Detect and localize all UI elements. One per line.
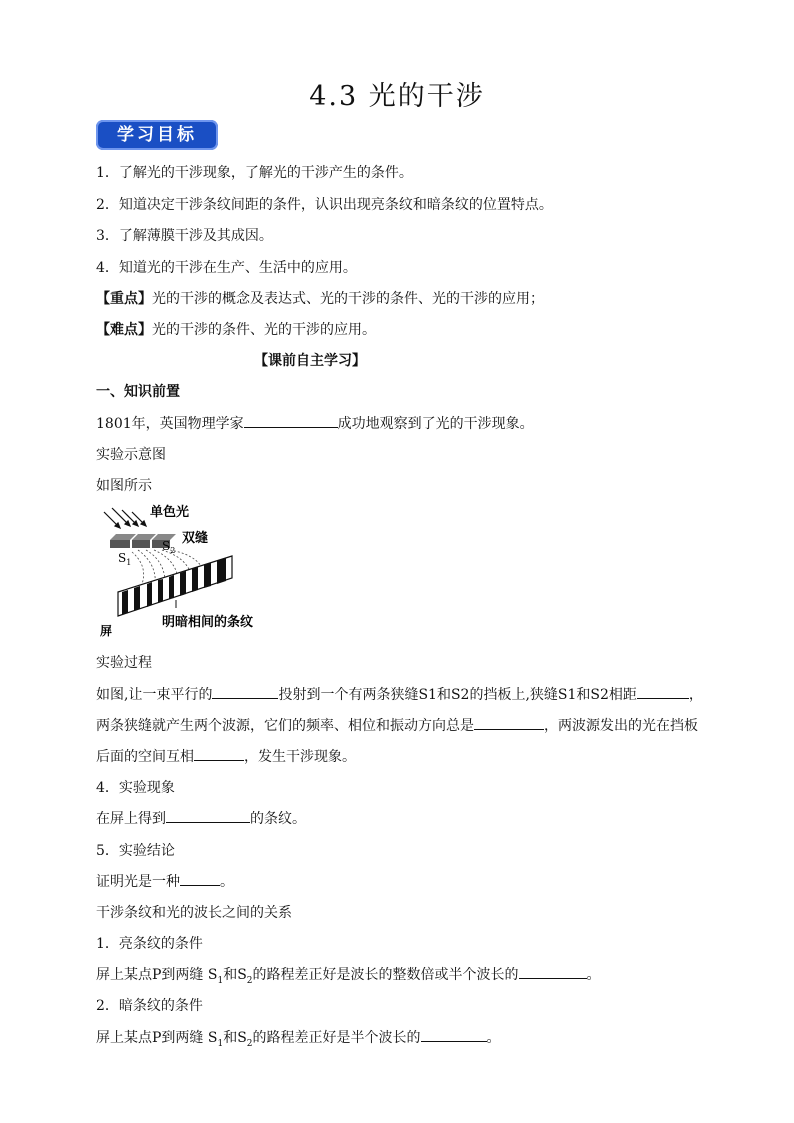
history-sentence <box>96 413 534 433</box>
relation-heading: 干涉条纹和光的波长之间的关系 <box>96 905 292 921</box>
section-heading: 【课前自主学习】 <box>254 353 366 369</box>
blank <box>519 964 587 979</box>
blank <box>421 1027 487 1042</box>
key-point-label: 【重点】 <box>96 291 152 307</box>
difficult-point <box>96 319 376 339</box>
fringes-label: 明暗相间的条纹 <box>162 615 254 630</box>
blank <box>166 808 250 823</box>
key-point-text: 光的干涉的概念及表达式、光的干涉的条件、光的干涉的应用； <box>152 291 544 307</box>
s1-label: $S_1$ <box>118 551 132 567</box>
screen-fringes <box>118 556 232 616</box>
as-shown-text: 如图所示 <box>96 478 152 494</box>
difficult-point-text: 光的干涉的条件、光的干涉的应用。 <box>152 322 376 338</box>
phenomenon-heading: 4．实验现象 <box>96 780 175 796</box>
learning-goals-badge: 学习目标 <box>96 120 218 150</box>
bright-heading: 1．亮条纹的条件 <box>96 936 203 952</box>
double-slit-figure <box>98 500 273 640</box>
process-line-2: 两条狭缝就产生两个波源，它们的频率、相位和振动方向总是 ，两波源发出的光在挡板 <box>96 715 698 735</box>
goal-item: 3．了解薄膜干涉及其成因。 <box>96 228 273 244</box>
blank <box>244 413 338 428</box>
s2-label: $S_2$ <box>162 539 176 555</box>
light-arrows-icon <box>104 508 146 528</box>
key-point <box>96 288 544 308</box>
diagram-caption: 实验示意图 <box>96 447 166 463</box>
slits-label: 双缝 <box>182 531 209 546</box>
blank <box>637 684 689 699</box>
blank <box>212 684 278 699</box>
history-after: 成功地观察到了光的干涉现象。 <box>337 416 534 432</box>
bright-sentence: 屏上某点P到两缝 $S_1$和$S_2$的路程差正好是波长的整数倍或半个波长的 。 <box>96 964 601 986</box>
process-line-1: 如图,让一束平行的 投射到一个有两条狭缝S1和S2的挡板上,狭缝S1和S2相距 ， <box>96 684 703 704</box>
goal-item: 4．知道光的干涉在生产、生活中的应用。 <box>96 260 357 276</box>
phenomenon-sentence: 在屏上得到 的条纹。 <box>96 808 306 828</box>
conclusion-sentence: 证明光是一种 。 <box>96 871 234 891</box>
process-line-3: 后面的空间互相 ，发生干涉现象。 <box>96 746 356 766</box>
light-label: 单色光 <box>150 505 190 520</box>
blank <box>474 715 544 730</box>
dark-sentence: 屏上某点P到两缝 $S_1$和$S_2$的路程差正好是半个波长的 。 <box>96 1027 501 1049</box>
blank <box>180 871 220 886</box>
difficult-point-label: 【难点】 <box>96 322 152 338</box>
process-heading: 实验过程 <box>96 655 152 671</box>
goal-item: 2．知道决定干涉条纹间距的条件，认识出现亮条纹和暗条纹的位置特点。 <box>96 197 553 213</box>
conclusion-heading: 5．实验结论 <box>96 843 175 859</box>
screen-label: 屏 <box>100 624 113 638</box>
blank <box>194 746 244 761</box>
page-title: 4.3 光的干涉 <box>309 81 485 112</box>
part1-heading: 一、知识前置 <box>96 384 180 400</box>
goal-item: 1．了解光的干涉现象，了解光的干涉产生的条件。 <box>96 165 413 181</box>
dark-heading: 2．暗条纹的条件 <box>96 998 203 1014</box>
history-before: 1801年，英国物理学家 <box>96 416 244 432</box>
